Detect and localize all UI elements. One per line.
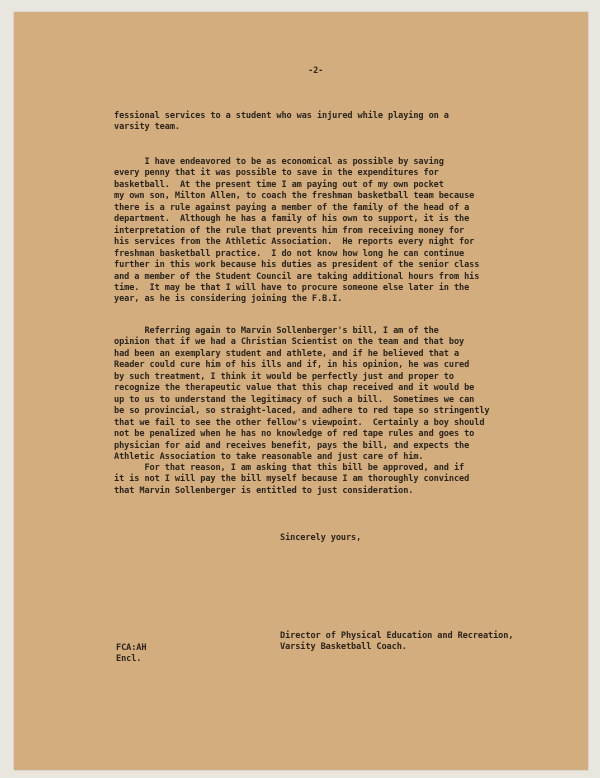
paragraph-sollenberger-bill: Referring again to Marvin Sollenberger's bill, I am of the opinion that if we had a Christian Scientist on the team and that boy had been an exemplary student and athlete, and if he believed that a Reader could cure him of his ills and if, in his opinion, he was cured by such treatment, I think it would be perfectly just and proper to recognize the therapeutic value that this chap received and it would be up to us to understand the legitimacy of such a bill. Sometimes we can be so provincial, so straight-laced, and adhere to red tape so stringently that we fail to see the other fellow's viewpoint. Certainly a boy should not be penalized when he has no knowledge of red tape rules and goes to physician for aid and receives benefit, pays the bill, and expects the Athletic Association to take reasonable and just care of him. bbox=[114, 326, 490, 462]
paragraph-request-approval: For that reason, I am asking that this bill be approved, and if it is not I will pay the bill myself because I am thoroughly convinced that Marvin Sollenberger is entitled to just consideration. bbox=[114, 463, 470, 496]
paragraph-economy: I have endeavored to be as economical as possible by saving every penny that it was possible to save in the expenditures for basketball. At the present time I am paying out of my own pocket my own son, Milton Allen, to coach the freshman basketball team because there is a rule against paying a member of the family of the head of a department. Although he has a family of his own to support, it is the interpretation of the rule that prevents him from receiving money for his services from the Athletic Association. He reports every night for freshman basketball practice. I do not know how long he can continue further in this work because his duties as president of the senior class and a member of the Student Council are taking additional hours from his time. It may be that I will have to procure someone else later in the year, as he is considering joining the F.B.I. bbox=[114, 157, 480, 305]
page-number: -2- bbox=[308, 66, 324, 76]
letter-page bbox=[14, 12, 588, 770]
reference-initials: FCA:AH Encl. bbox=[116, 643, 147, 665]
paragraph-continuation: fessional services to a student who was injured while playing on a varsity team. bbox=[114, 111, 449, 133]
closing: Sincerely yours, bbox=[280, 533, 362, 543]
signature-title: Director of Physical Education and Recreation, Varsity Basketball Coach. bbox=[280, 631, 514, 653]
